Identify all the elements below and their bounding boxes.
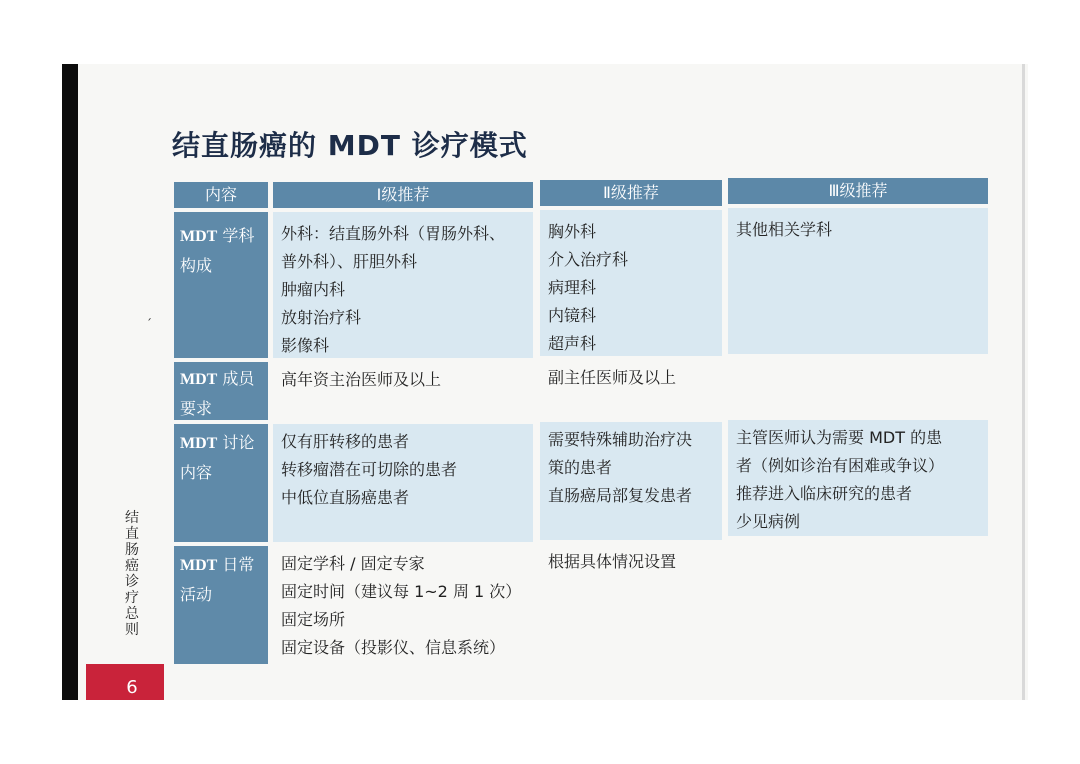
row-head-text: 成员: [217, 369, 255, 388]
cell-members-level1: [273, 362, 533, 420]
cell-line: 固定时间（建议每 1~2 周 1 次）: [281, 582, 522, 601]
cell-line: 肿瘤内科: [281, 280, 346, 299]
cell-line: 固定场所: [281, 610, 346, 629]
cell-line: 放射治疗科: [281, 308, 362, 327]
cell-line: 高年资主治医师及以上: [281, 370, 442, 389]
cell-line: 根据具体情况设置: [548, 552, 677, 571]
row-head-discussion: [174, 424, 268, 542]
stray-mark: ˊ: [146, 317, 152, 331]
side-char: 结: [125, 510, 139, 526]
row-head-text: 学科: [217, 226, 255, 245]
header-level3: Ⅲ级推荐: [728, 178, 988, 204]
book-spine: [62, 64, 78, 700]
row-head-abbr: MDT: [180, 228, 218, 245]
cell-daily-level2: [540, 544, 722, 584]
row-head-line2: 活动: [180, 585, 213, 604]
side-char: 直: [125, 526, 139, 542]
cell-line: 其他相关学科: [736, 220, 833, 239]
cell-discussion-level3: [728, 420, 988, 536]
cell-line: 转移瘤潜在可切除的患者: [281, 460, 458, 479]
cell-discussion-level1: [273, 424, 533, 542]
cell-line: 仅有肝转移的患者: [281, 432, 410, 451]
row-head-daily: [174, 546, 268, 664]
page-edge: [1022, 64, 1025, 700]
side-char: 诊: [125, 574, 139, 590]
row-head-members: [174, 362, 268, 420]
cell-line: 影像科: [281, 336, 330, 355]
side-char: 肠: [125, 542, 139, 558]
row-head-line2: 构成: [180, 256, 213, 275]
row-head-line2: 内容: [180, 463, 213, 482]
cell-line: 主管医师认为需要 MDT 的患: [736, 428, 943, 447]
cell-composition-level3: [728, 208, 988, 354]
side-char: 癌: [125, 558, 139, 574]
side-char: 总: [125, 606, 139, 622]
cell-members-level2: [540, 360, 722, 418]
cell-line: 推荐进入临床研究的患者: [736, 484, 913, 503]
page-title: 结直肠癌的 MDT 诊疗模式: [172, 129, 528, 162]
page-number: 6: [126, 677, 138, 698]
cell-line: 少见病例: [736, 512, 801, 531]
cell-line: 直肠癌局部复发患者: [548, 486, 693, 505]
cell-line: 超声科: [548, 334, 597, 353]
row-head-text: 日常: [217, 555, 255, 574]
cell-line: 固定设备（投影仪、信息系统）: [281, 638, 506, 657]
row-head-abbr: MDT: [180, 371, 218, 388]
header-level1: Ⅰ级推荐: [273, 182, 533, 208]
cell-line: 胸外科: [548, 222, 597, 241]
cell-line: 病理科: [548, 278, 597, 297]
cell-composition-level1: [273, 212, 533, 358]
row-head-line2: 要求: [180, 399, 213, 418]
side-char: 则: [125, 622, 139, 638]
cell-line: 中低位直肠癌患者: [281, 488, 410, 507]
cell-line: 需要特殊辅助治疗决: [548, 430, 693, 449]
side-char: 疗: [125, 590, 139, 606]
row-head-text: 讨论: [217, 433, 255, 452]
cell-line: 外科：结直肠外科（胃肠外科、: [281, 224, 506, 243]
header-level2: Ⅱ级推荐: [540, 180, 722, 206]
row-head-abbr: MDT: [180, 557, 218, 574]
cell-line: 者（例如诊治有困难或争议）: [736, 456, 945, 475]
cell-line: 副主任医师及以上: [548, 368, 677, 387]
header-content: 内容: [174, 182, 268, 208]
cell-line: 策的患者: [548, 458, 613, 477]
cell-line: 普外科）、肝胆外科: [281, 252, 418, 271]
cell-daily-level1: [273, 546, 533, 664]
cell-composition-level2: [540, 210, 722, 356]
cell-line: 介入治疗科: [548, 250, 629, 269]
row-head-abbr: MDT: [180, 435, 218, 452]
row-head-composition: [174, 212, 268, 358]
cell-line: 内镜科: [548, 306, 597, 325]
section-side-label: [122, 510, 142, 638]
cell-discussion-level2: [540, 422, 722, 540]
cell-line: 固定学科 / 固定专家: [281, 554, 425, 573]
